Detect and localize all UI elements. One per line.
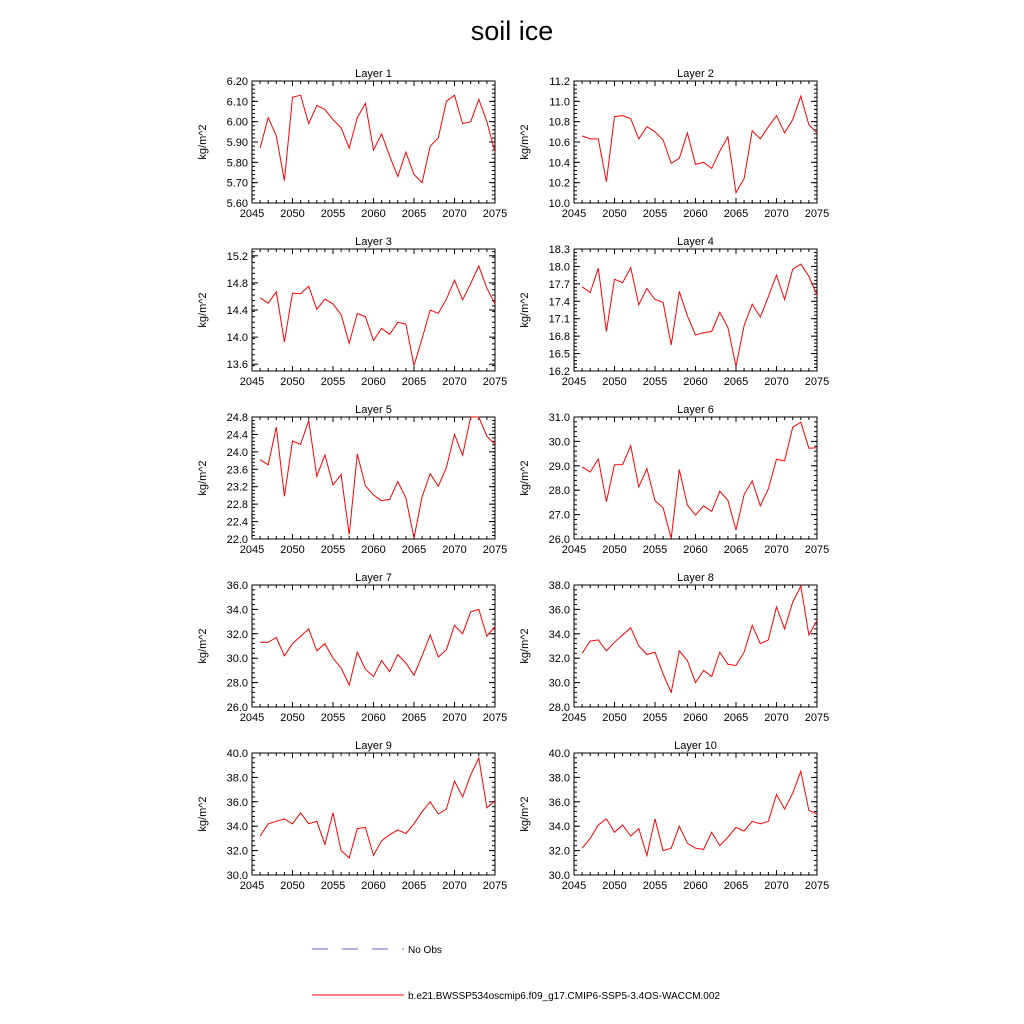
x-tick-label: 2055 [642,376,668,388]
y-tick-label: 36.0 [548,604,570,617]
y-tick-label: 36.0 [226,580,248,592]
x-tick-label: 2045 [561,712,587,724]
y-tick-label: 32.0 [548,653,570,666]
panel-title: Layer 6 [677,404,714,416]
x-tick-label: 2075 [804,544,830,556]
chart-panel-3 [197,236,507,388]
y-tick-label: 6.20 [226,76,248,88]
figure-title: soil ice [470,16,554,46]
x-tick-label: 2060 [361,208,386,220]
x-tick-label: 2060 [683,544,708,556]
x-tick-label: 2075 [482,544,508,556]
series-line-1 [260,609,495,685]
x-tick-label: 2050 [602,376,627,388]
panel-title: Layer 3 [355,236,392,248]
series-line-1 [260,266,495,366]
y-tick-label: 38.0 [548,580,570,592]
panel-title: Layer 10 [674,740,717,752]
x-tick-label: 2070 [764,208,789,220]
x-tick-label: 2070 [764,712,789,724]
y-tick-label: 16.2 [548,366,570,378]
x-tick-label: 2065 [401,376,427,388]
y-axis-label: kg/m^2 [519,628,531,664]
y-tick-label: 30.0 [226,870,248,882]
x-tick-label: 2060 [361,544,386,556]
x-tick-label: 2050 [280,376,305,388]
x-tick-label: 2065 [723,208,749,220]
x-tick-label: 2060 [683,376,708,388]
x-tick-label: 2075 [482,880,508,892]
x-tick-label: 2070 [764,544,789,556]
y-tick-label: 23.6 [226,464,248,477]
y-tick-label: 24.8 [226,412,248,424]
x-tick-label: 2050 [602,544,627,556]
x-tick-label: 2045 [239,208,265,220]
x-tick-label: 2060 [683,208,708,220]
y-tick-label: 17.4 [548,296,570,309]
y-tick-label: 28.0 [548,485,570,498]
y-tick-label: 31.0 [548,412,570,424]
y-tick-label: 17.7 [548,278,570,291]
y-tick-label: 30.0 [548,870,570,882]
x-tick-label: 2045 [561,376,587,388]
series-line-1 [582,586,817,692]
x-tick-label: 2065 [723,712,749,724]
x-tick-label: 2070 [442,544,467,556]
y-tick-label: 30.0 [548,677,570,690]
y-tick-label: 26.0 [226,702,248,714]
y-tick-label: 34.0 [548,628,570,641]
y-tick-label: 40.0 [226,748,248,760]
y-tick-label: 18.0 [548,261,570,274]
x-tick-label: 2050 [280,544,305,556]
y-tick-label: 10.8 [548,116,570,129]
plot-frame [574,249,817,371]
y-tick-label: 10.6 [548,137,570,149]
y-tick-label: 32.0 [548,845,570,858]
x-tick-label: 2075 [804,376,830,388]
x-tick-label: 2050 [280,880,305,892]
x-tick-label: 2055 [642,880,668,892]
plot-frame [252,585,495,707]
y-tick-label: 23.2 [226,481,248,494]
x-tick-label: 2050 [280,208,305,220]
y-tick-label: 36.0 [226,796,248,809]
y-tick-label: 29.0 [548,460,570,473]
x-tick-label: 2055 [642,208,668,220]
x-tick-label: 2045 [239,880,265,892]
y-axis-label: kg/m^2 [519,796,531,832]
plot-frame [574,81,817,203]
y-tick-label: 11.2 [549,76,570,88]
y-tick-label: 30.0 [226,653,248,666]
y-tick-label: 10.4 [548,157,570,170]
y-tick-label: 22.4 [226,516,248,529]
y-tick-label: 32.0 [226,845,248,858]
y-tick-label: 5.60 [226,198,248,210]
y-axis-label: kg/m^2 [197,124,209,160]
plot-frame [574,417,817,539]
y-tick-label: 14.0 [226,332,248,345]
x-tick-label: 2070 [442,880,467,892]
x-tick-label: 2075 [482,208,508,220]
chart-panel-4 [519,236,829,388]
x-tick-label: 2060 [361,712,386,724]
x-tick-label: 2065 [401,712,427,724]
x-tick-label: 2055 [642,712,668,724]
chart-panel-5 [197,404,507,556]
panel-title: Layer 5 [355,404,392,416]
x-tick-label: 2070 [442,376,467,388]
series-line-1 [260,95,495,183]
x-tick-label: 2065 [401,208,427,220]
y-tick-label: 15.2 [226,250,248,263]
x-tick-label: 2065 [723,880,749,892]
x-tick-label: 2060 [683,712,708,724]
y-tick-label: 16.5 [548,348,570,361]
x-tick-label: 2050 [280,712,305,724]
x-tick-label: 2045 [239,376,265,388]
x-tick-label: 2075 [804,880,830,892]
x-tick-label: 2045 [561,880,587,892]
x-tick-label: 2055 [320,376,346,388]
panel-title: Layer 7 [355,572,392,584]
y-tick-label: 40.0 [548,748,570,760]
series-line-1 [582,422,817,538]
x-tick-label: 2070 [764,880,789,892]
panel-title: Layer 8 [677,572,714,584]
panel-title: Layer 4 [677,236,714,248]
y-tick-label: 6.10 [226,96,248,109]
y-tick-label: 10.0 [548,198,570,210]
series-line-1 [260,417,495,538]
y-tick-label: 27.0 [548,509,570,522]
y-tick-label: 34.0 [226,604,248,617]
legend-label-no-obs: No Obs [408,945,442,956]
x-tick-label: 2065 [723,376,749,388]
chart-panel-6 [519,404,829,556]
y-tick-label: 16.8 [548,331,570,344]
x-tick-label: 2045 [239,712,265,724]
y-tick-label: 26.0 [548,534,570,546]
y-tick-label: 36.0 [548,796,570,809]
y-tick-label: 6.00 [226,116,248,129]
y-tick-label: 34.0 [226,821,248,834]
y-tick-label: 34.0 [548,821,570,834]
x-tick-label: 2055 [320,544,346,556]
legend [312,945,720,1002]
x-tick-label: 2065 [723,544,749,556]
x-tick-label: 2070 [442,208,467,220]
x-tick-label: 2075 [482,712,508,724]
y-tick-label: 24.0 [226,446,248,459]
y-tick-label: 28.0 [226,677,248,690]
x-tick-label: 2045 [239,544,265,556]
panel-title: Layer 1 [355,68,392,80]
y-tick-label: 5.80 [226,157,248,170]
y-tick-label: 32.0 [226,628,248,641]
y-axis-label: kg/m^2 [519,292,531,328]
y-axis-label: kg/m^2 [519,460,531,496]
x-tick-label: 2065 [401,544,427,556]
y-tick-label: 5.70 [226,177,248,190]
x-tick-label: 2060 [683,880,708,892]
x-tick-label: 2055 [320,208,346,220]
y-tick-label: 24.4 [226,429,248,442]
y-tick-label: 22.8 [226,499,248,512]
chart-panel-7 [197,572,507,724]
plot-frame [252,249,495,371]
series-line-1 [582,96,817,193]
y-tick-label: 11.0 [549,96,570,109]
plot-frame [574,753,817,875]
x-tick-label: 2055 [320,712,346,724]
chart-panel-9 [197,740,507,892]
chart-panel-8 [519,572,829,724]
y-tick-label: 13.6 [226,359,248,372]
chart-panel-2 [519,68,829,220]
x-tick-label: 2070 [764,376,789,388]
y-axis-label: kg/m^2 [197,796,209,832]
x-tick-label: 2045 [561,544,587,556]
x-tick-label: 2075 [804,712,830,724]
plot-frame [252,417,495,539]
y-tick-label: 38.0 [548,772,570,785]
series-line-1 [260,758,495,858]
y-tick-label: 5.90 [226,137,248,149]
chart-panel-1 [197,68,507,220]
series-line-1 [582,264,817,366]
x-tick-label: 2055 [320,880,346,892]
x-tick-label: 2050 [602,208,627,220]
y-axis-label: kg/m^2 [519,124,531,160]
y-tick-label: 18.3 [548,244,570,256]
y-axis-label: kg/m^2 [197,460,209,496]
x-tick-label: 2070 [442,712,467,724]
x-tick-label: 2055 [642,544,668,556]
y-tick-label: 14.4 [226,305,248,317]
x-tick-label: 2060 [361,376,386,388]
y-tick-label: 30.0 [548,436,570,449]
chart-panel-10 [519,740,829,892]
x-tick-label: 2060 [361,880,386,892]
y-tick-label: 10.2 [548,177,570,190]
x-tick-label: 2050 [602,712,627,724]
y-axis-label: kg/m^2 [197,628,209,664]
y-tick-label: 28.0 [548,702,570,714]
plot-frame [252,753,495,875]
x-tick-label: 2075 [804,208,830,220]
y-tick-label: 22.0 [226,534,248,546]
y-tick-label: 17.1 [548,313,570,326]
x-tick-label: 2065 [401,880,427,892]
legend-label-run: b.e21.BWSSP534oscmip6.f09_g17.CMIP6-SSP5-3.4OS-WACCM.002 [408,991,720,1002]
y-tick-label: 38.0 [226,772,248,785]
x-tick-label: 2075 [482,376,508,388]
x-tick-label: 2045 [561,208,587,220]
x-tick-label: 2050 [602,880,627,892]
panel-title: Layer 9 [355,740,392,752]
series-line-1 [582,771,817,855]
y-tick-label: 14.8 [226,277,248,290]
panel-title: Layer 2 [677,68,714,80]
y-axis-label: kg/m^2 [197,292,209,328]
